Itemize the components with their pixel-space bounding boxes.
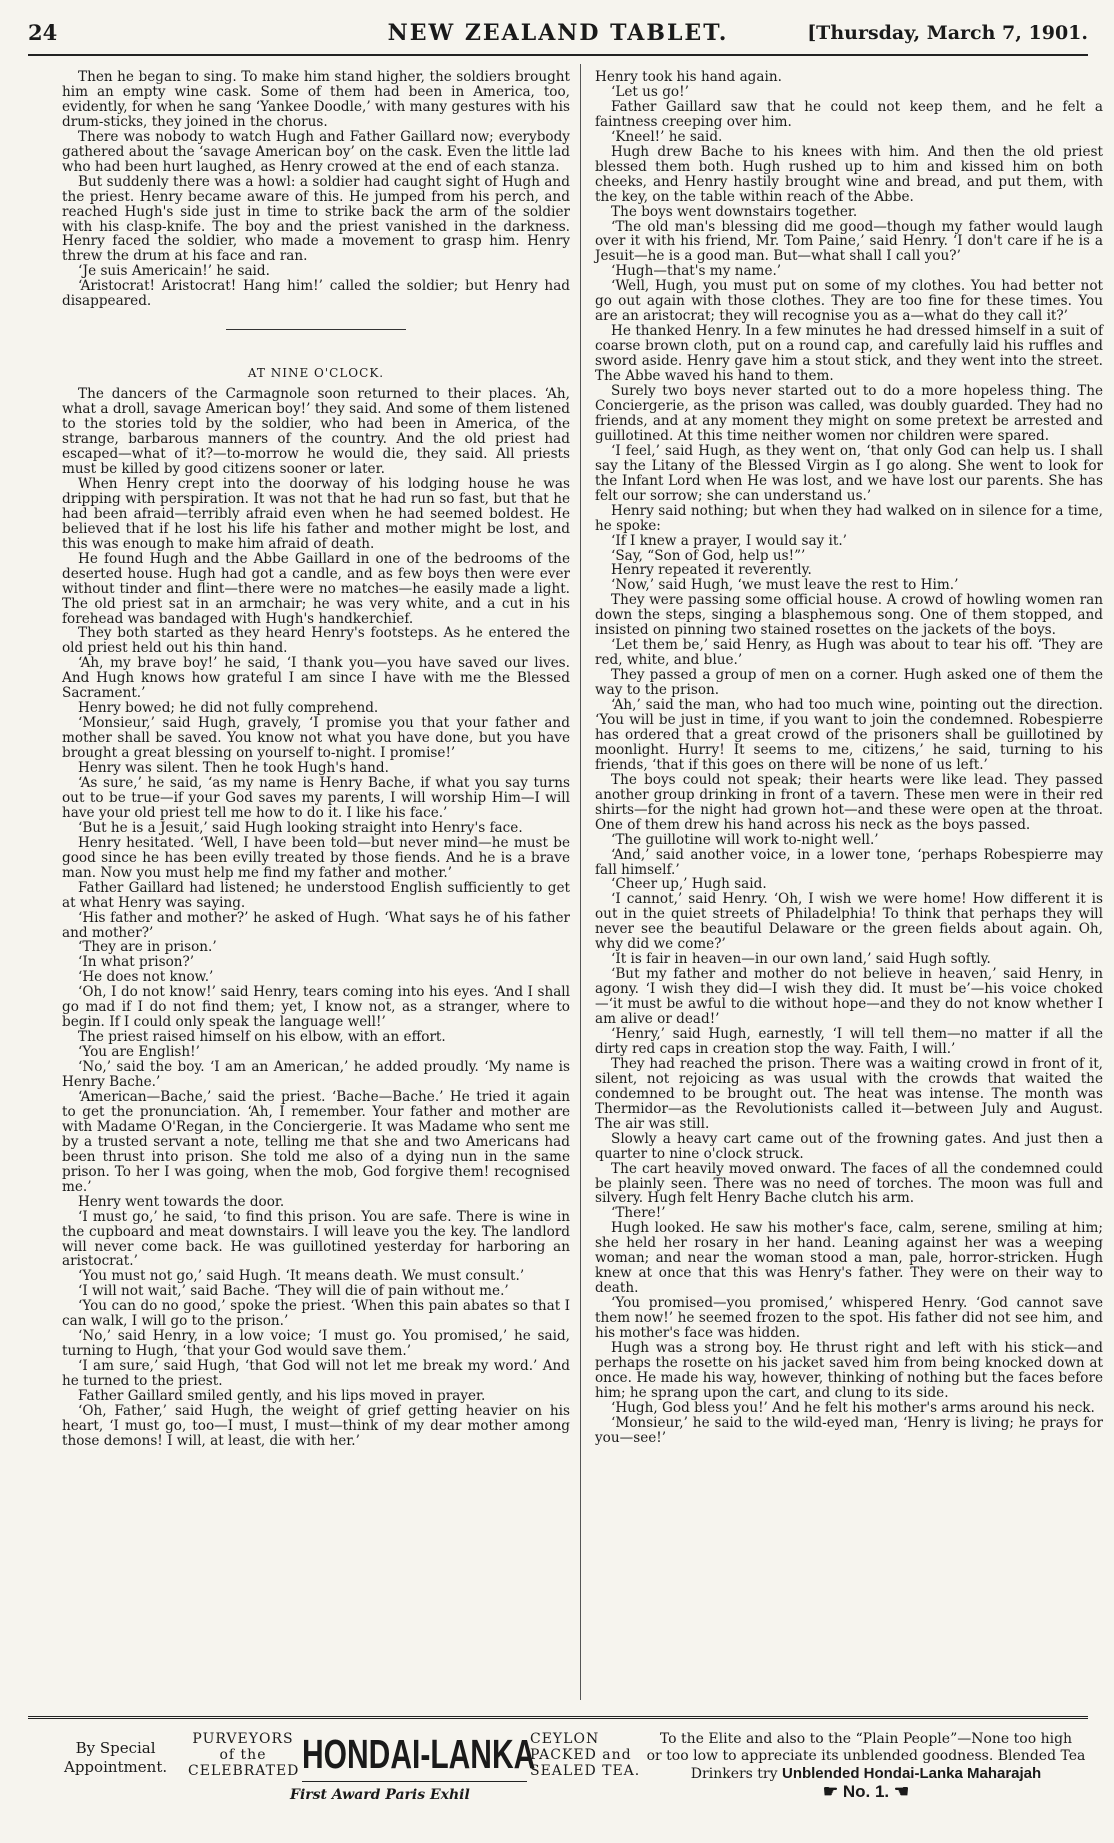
intro-paragraphs bbox=[62, 70, 570, 309]
issue-date: [Thursday, March 7, 1901. bbox=[807, 22, 1088, 44]
paragraph: ‘Kneel!’ he said. bbox=[611, 128, 723, 145]
paragraph: The dancers of the Carmagnole soon returned to their places. ‘Ah, what a droll, savage American boy!’ they said. And some of them listened to the stories told by the soldier, who had been in America, of the strange, barbarous manners of the country. And the old priest had escaped—what of it?—to-morrow he would die, they said. All priests must be killed by good citizens sooner or later. bbox=[62, 386, 570, 477]
paragraph: They had reached the prison. There was a waiting crowd in front of it, silent, not rejoicing as was usual with the crowds that waited the condemned to be brought out. The heat was intense. The month was Thermidor—as the Revolutionists called it—between July and August. The air was still. bbox=[595, 1055, 1103, 1132]
paragraph: He thanked Henry. In a few minutes he had dressed himself in a suit of coarse brown cloth, put on a round cap, and carefully laid his ruffles and sword aside. Henry gave him a stout stick, and they went into the street. The Abbe waved his hand to them. bbox=[595, 323, 1103, 385]
paragraph: ‘As sure,’ he said, ‘as my name is Henry Bache, if what you say turns out to be true—if your God saves my parents, I will worship Him—I will have your old priest tell me how to do it. I like his face.’ bbox=[62, 774, 570, 821]
paragraph: Henry was silent. Then he took Hugh's hand. bbox=[78, 760, 389, 777]
left-column bbox=[62, 70, 570, 1665]
purveyors-line: of the bbox=[219, 1747, 267, 1763]
paragraph: ‘The guillotine will work to-night well.’ bbox=[611, 831, 879, 848]
tagline-line: or too low to appreciate its unblended goodness. Blended Tea bbox=[646, 1748, 1086, 1764]
paragraph: ‘Aristocrat! Aristocrat! Hang him!’ called the soldier; but Henry had disappeared. bbox=[62, 278, 570, 310]
paragraph: ‘And,’ said another voice, in a lower tone, ‘perhaps Robespierre may fall himself.’ bbox=[595, 846, 1103, 878]
award-text: First Award Paris Exhil bbox=[290, 1787, 470, 1803]
ad-tagline bbox=[646, 1731, 1086, 1800]
paragraph: ‘I must go,’ he said, ‘to find this prison. You are safe. There is wine in the cupboard and meat downstairs. I will leave you the key. The landlord will never come back. He was guillotined yesterday for harboring an aristocrat.’ bbox=[62, 1208, 570, 1270]
paragraph: He found Hugh and the Abbe Gaillard in one of the bedrooms of the deserted house. Hugh had got a candle, and as few boys then were ever without tinder and flint—there were no matches—he easily made a light. The old priest sat in an armchair; he was very white, and a cut in his forehead was bandaged with Hugh's handkerchief. bbox=[62, 550, 570, 627]
purveyors-text bbox=[188, 1731, 298, 1779]
paragraph: ‘I cannot,’ said Henry. ‘Oh, I wish we were home! How different it is out in the quiet streets of Philadelphia! To think that perhaps they will never see the beautiful Delaware or the green fields about again. Oh, why did we come?’ bbox=[595, 891, 1103, 953]
paragraph: Henry repeated it reverently. bbox=[611, 562, 812, 579]
paragraph: But suddenly there was a howl: a soldier had caught sight of Hugh and the priest. Henry became aware of this. He jumped from his perch, and reached Hugh's side just in time to strike back the arm of the soldier with his clasp-knife. The boy and the priest vanished in the darkness. Henry faced the soldier, who made a movement to grasp him. Henry threw the drum at his face and ran. bbox=[62, 173, 570, 265]
paragraph: ‘Well, Hugh, you must put on some of my clothes. You had better not go out again with those clothes. They are too fine for these times. You are an aristocrat; they will recognise you as a—what do they call it?’ bbox=[595, 278, 1103, 325]
paragraph: Hugh was a strong boy. He thrust right and left with his stick—and perhaps the rosette on his jacket saved him from being knocked down at once. He made his way, however, thinking of nothing but the faces before him; he sprang upon the cart, and clung to its side. bbox=[595, 1340, 1103, 1401]
appointment-line: Appointment. bbox=[64, 1758, 168, 1776]
paragraph: Henry bowed; he did not fully comprehend. bbox=[78, 700, 379, 717]
paragraph: ‘American—Bache,’ said the priest. ‘Bache—Bache.’ He tried it again to get the pronunciation. ‘Ah, I remember. Your father and mother are with Madame O'Regan, in the Conciergerie. It was Madame who sent me by a trusted servant a note, telling me that she and two Americans had been thrust into prison. She told me also of a dying nun in the same prison. To her I was going, when the mob, God forgive them! recognised me.’ bbox=[62, 1089, 570, 1195]
paragraph: ‘But he is a Jesuit,’ said Hugh looking straight into Henry's face. bbox=[78, 819, 523, 836]
tea-type-line: CEYLON bbox=[530, 1731, 600, 1747]
paragraph: Slowly a heavy cart came out of the frowning gates. And just then a quarter to nine o'clock struck. bbox=[595, 1130, 1103, 1162]
brand-rule bbox=[302, 1781, 527, 1782]
paragraph: ‘Hugh, God bless you!’ And he felt his mother's arms around his neck. bbox=[611, 1399, 1095, 1416]
paragraph: ‘Cheer up,’ Hugh said. bbox=[611, 876, 767, 893]
paragraph: Father Gaillard smiled gently, and his lips moved in prayer. bbox=[78, 1388, 486, 1405]
paragraph: ‘You must not go,’ said Hugh. ‘It means death. We must consult.’ bbox=[78, 1268, 525, 1285]
paragraph: They both started as they heard Henry's footsteps. As he entered the old priest held out his thin hand. bbox=[62, 625, 570, 657]
paragraph: They were passing some official house. A crowd of howling women ran down the steps, singing a blasphemous song. One of them stopped, and insisted on pinning two stained rosettes on the jackets of the boys. bbox=[595, 592, 1103, 639]
paragraph: Father Gaillard saw that he could not keep them, and he felt a faintness creeping over him. bbox=[595, 98, 1103, 130]
product-name: Unblended Hondai-Lanka Maharajah bbox=[781, 1765, 1042, 1782]
paragraph: ‘The old man's blessing did me good—though my father would laugh over it with his friend, Mr. Tom Paine,’ said Henry. ‘I don't care if he is a Jesuit—he is a good man. But—what shall I call you?’ bbox=[595, 218, 1103, 265]
paragraph: ‘It is fair in heaven—in our own land,’ said Hugh softly. bbox=[611, 951, 991, 968]
paragraph: ‘Hugh—that's my name.’ bbox=[611, 263, 782, 280]
paragraph: ‘Je suis Americain!’ he said. bbox=[78, 263, 270, 280]
brand-name: HONDAI-LANKA bbox=[302, 1733, 536, 1778]
tea-advertisement bbox=[28, 1716, 1088, 1829]
special-appointment bbox=[64, 1739, 167, 1777]
paragraph: ‘Let us go!’ bbox=[611, 83, 689, 100]
page-number: 24 bbox=[28, 20, 58, 45]
appointment-line: By Special bbox=[75, 1739, 156, 1757]
paragraph: ‘I will not wait,’ said Bache. ‘They will die of pain without me.’ bbox=[78, 1283, 509, 1300]
paragraph: They passed a group of men on a corner. Hugh asked one of them the way to the prison. bbox=[595, 667, 1103, 699]
paragraph: ‘I am sure,’ said Hugh, ‘that God will not let me break my word.’ And he turned to the priest. bbox=[62, 1358, 570, 1390]
paragraph: The cart heavily moved onward. The faces of all the condemned could be plainly seen. There was no need of torches. The moon was full and silvery. Hugh felt Henry Bache clutch his arm. bbox=[595, 1160, 1103, 1207]
right-column bbox=[595, 70, 1103, 1695]
paragraph: ‘He does not know.’ bbox=[78, 969, 214, 986]
paragraph: Henry said nothing; but when they had walked on in silence for a time, he spoke: bbox=[595, 502, 1103, 534]
column-divider bbox=[580, 64, 581, 1700]
paragraph: ‘Ah,’ said the man, who had too much wine, pointing out the direction. ‘You will be just in time, if you want to join the condemned. Robespierre has ordered that a great crowd of the prisoners shall be guillotined by moonlight. Hurry! It seems to me, citizens,’ he said, turning to his friends, ‘that if this goes on there will be none of us left.’ bbox=[595, 697, 1103, 773]
right-body-paragraphs bbox=[595, 70, 1103, 1446]
paragraph: ‘You can do no good,’ spoke the priest. ‘When this pain abates so that I can walk, I will go to the prison.’ bbox=[62, 1298, 570, 1330]
tea-type-line: SEALED TEA. bbox=[530, 1763, 641, 1779]
paragraph: ‘Monsieur,’ said Hugh, gravely, ‘I promise you that your father and mother shall be saved. You know not what you have done, but you have brought a great blessing on yourself to-night. I promise!’ bbox=[62, 715, 570, 762]
tagline-line: Drinkers try bbox=[690, 1766, 778, 1782]
paragraph: ‘Henry,’ said Hugh, earnestly, ‘I will tell them—no matter if all the dirty red caps in creation stop the way. Faith, I will.’ bbox=[595, 1026, 1103, 1057]
paragraph: ‘But my father and mother do not believe in heaven,’ said Henry, in agony. ‘I wish they did—I wish they did. It must be’—his voice choked—‘it must be awful to die without hope—and they do not know whether I am alive or dead!’ bbox=[595, 966, 1103, 1028]
paragraph: Henry hesitated. ‘Well, I have been told—but never mind—he must be good since he has been evilly treated by those fiends. And he is a brave man. Now you must help me find my father and mother.’ bbox=[62, 834, 570, 881]
paragraph: ‘No,’ said Henry, in a low voice; ‘I must go. You promised,’ he said, turning to Hugh, ‘that your God would save them.’ bbox=[62, 1328, 570, 1360]
purveyors-line: PURVEYORS bbox=[192, 1731, 294, 1747]
paragraph: ‘Let them be,’ said Henry, as Hugh was about to tear his off. ‘They are red, white, and blue.’ bbox=[595, 637, 1103, 669]
paragraph: ‘Oh, Father,’ said Hugh, the weight of grief getting heavier on his heart, ‘I must go, too—I must, I must—think of my dear mother among those demons! I will, at least, die with her.’ bbox=[62, 1403, 570, 1449]
newspaper-title: NEW ZEALAND TABLET. bbox=[387, 20, 729, 46]
paragraph: The boys went downstairs together. bbox=[611, 203, 858, 220]
paragraph: ‘They are in prison.’ bbox=[78, 939, 217, 956]
paragraph: There was nobody to watch Hugh and Father Gaillard now; everybody gathered about the ‘savage American boy’ on the cask. Even the little lad who had been hurt laughed, as Henry crowed at the end of each stanza. bbox=[62, 128, 570, 175]
masthead bbox=[28, 14, 1088, 56]
tea-type bbox=[530, 1731, 640, 1779]
section-heading: AT NINE O'CLOCK. bbox=[247, 366, 385, 381]
paragraph: ‘You promised—you promised,’ whispered Henry. ‘God cannot save them now!’ he seemed frozen to the spot. His father did not see him, and his mother's face was hidden. bbox=[595, 1295, 1103, 1342]
paragraph: The boys could not speak; their hearts were like lead. They passed another group drinking in front of a tavern. These men were in their red shirts—for the night had grown hot—and these were open at the throat. One of them drew his hand across his neck as the boys passed. bbox=[595, 771, 1103, 833]
paragraph: ‘Say, “Son of God, help us!”’ bbox=[611, 547, 806, 564]
paragraph: ‘His father and mother?’ he asked of Hugh. ‘What says he of his father and mother?’ bbox=[62, 909, 570, 941]
paragraph: ‘Now,’ said Hugh, ‘we must leave the rest to Him.’ bbox=[611, 577, 959, 594]
paragraph: Hugh looked. He saw his mother's face, calm, serene, smiling at him; she held her rosary in her hand. Leaning against her was a weeping woman; and near the woman stood a man, pale, horror-stricken. Hugh knew at once that this was Henry's father. They were on their way to death. bbox=[595, 1220, 1103, 1297]
paragraph: Henry went towards the door. bbox=[78, 1193, 285, 1210]
paragraph: Father Gaillard had listened; he understood English sufficiently to get at what Henry was saying. bbox=[62, 879, 570, 911]
left-body-paragraphs bbox=[62, 387, 570, 1449]
paragraph: When Henry crept into the doorway of his lodging house he was dripping with perspiration. It was not that he had run so fast, but that he had been afraid—terribly afraid even when he had seemed boldest. He believed that if he lost his life his father and mother might be lost, and this was enough to make him afraid of death. bbox=[62, 475, 570, 552]
paragraph: ‘There!’ bbox=[611, 1205, 666, 1222]
tea-type-line: PACKED and bbox=[530, 1747, 632, 1763]
paragraph: Then he began to sing. To make him stand higher, the soldiers brought him an empty wine cask. Some of them had been in America, too, evidently, for when he sang ‘Yankee Doodle,’ with many gestures with his drum-sticks, they joined in the chorus. bbox=[62, 69, 570, 130]
paragraph: The priest raised himself on his elbow, with an effort. bbox=[78, 1029, 446, 1046]
paragraph: ‘You are English!’ bbox=[78, 1044, 200, 1061]
paragraph: Surely two boys never started out to do a more hopeless thing. The Conciergerie, as the prison was called, was doubly guarded. They had no friends, and at any moment they might on some pretext be arrested and guillotined. At this time neither women nor children were spared. bbox=[595, 383, 1103, 444]
purveyors-line: CELEBRATED bbox=[188, 1763, 300, 1779]
tagline-line: To the Elite and also to the “Plain People”—None too high bbox=[659, 1731, 1073, 1747]
paragraph: ‘Oh, I do not know!’ said Henry, tears coming into his eyes. ‘And I shall go mad if I do not find them; yet, I know not, as a stranger, where to begin. If I could only speak the language well!’ bbox=[62, 984, 570, 1031]
paragraph: ‘If I knew a prayer, I would say it.’ bbox=[611, 532, 847, 549]
section-rule bbox=[226, 329, 406, 330]
product-number: ☛ No. 1. ☚ bbox=[822, 1782, 910, 1801]
paragraph: ‘Monsieur,’ he said to the wild-eyed man, ‘Henry is living; he prays for you—see!’ bbox=[595, 1414, 1103, 1446]
paragraph: ‘Ah, my brave boy!’ he said, ‘I thank you—you have saved our lives. And Hugh knows how grateful I am since I have with me the Blessed Sacrament.’ bbox=[62, 655, 570, 702]
paragraph: ‘In what prison?’ bbox=[78, 954, 195, 971]
paragraph: Henry took his hand again. bbox=[595, 69, 782, 85]
paragraph: ‘No,’ said the boy. ‘I am an American,’ he added proudly. ‘My name is Henry Bache.’ bbox=[62, 1059, 570, 1091]
paragraph: ‘I feel,’ said Hugh, as they went on, ‘that only God can help us. I shall say the Litany of the Blessed Virgin as I go along. She went to look for the Infant Lord when He was lost, and we have lost our parents. She has felt our sorrow; she can understand us.’ bbox=[595, 442, 1103, 504]
paragraph: Hugh drew Bache to his knees with him. And then the old priest blessed them both. Hugh rushed up to him and kissed him on both cheeks, and Henry hastily brought wine and bread, and put them, with the key, on the table within reach of the Abbe. bbox=[595, 143, 1103, 205]
